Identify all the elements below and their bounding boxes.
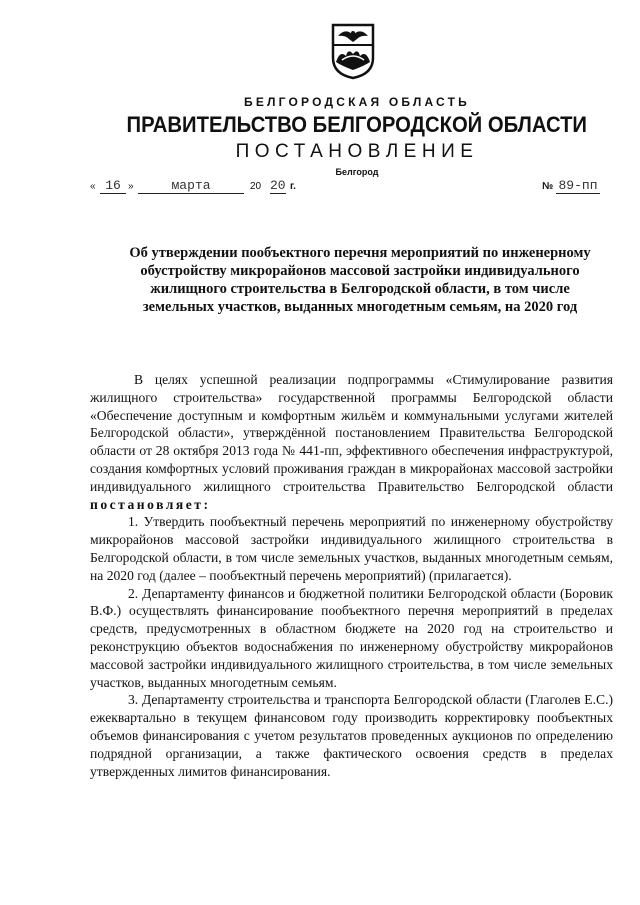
intro-paragraph [90, 371, 613, 513]
date-close-quote: » [128, 181, 134, 192]
intro-text: В целях успешной реализации подпрограммы «Стимулирование развития жилищного строительства» государственной программы Белгородской области «Обеспечение доступным и комфортным жильём и коммунальными услугами жителей Белгородской области», утверждённой постановлением Правительства Белгородской области от 28 октября 2013 года № 441-пп, эффективного обеспечения инфраструктурой, создания комфортных условий проживания граждан в микрорайонах массовой застройки индивидуального жилищного строительства Правительство Белгородской области [90, 372, 613, 494]
government-name: ПРАВИТЕЛЬСТВО БЕЛГОРОДСКОЙ ОБЛАСТИ [126, 112, 587, 137]
date-month: марта [138, 178, 244, 194]
date-year-unit: г. [290, 181, 296, 192]
title-line: обустройству микрорайонов массовой застройки индивидуального [140, 263, 580, 279]
document-type: ПОСТАНОВЛЕНИЕ [235, 141, 479, 162]
date-open-quote: « [90, 181, 96, 192]
date-year-prefix: 20 [250, 181, 262, 192]
document-body [90, 371, 613, 780]
title-line: земельных участков, выданных многодетным семьям, на 2020 год [142, 299, 578, 315]
document-number: 89-пп [556, 178, 600, 194]
document-title [100, 244, 620, 316]
city-name: Белгород [335, 167, 379, 177]
region-name: БЕЛГОРОДСКАЯ ОБЛАСТЬ [244, 95, 470, 109]
item-2-paragraph: 2. Департаменту финансов и бюджетной политики Белгородской области (Боровик В.Ф.) осуществлять финансирование пообъектного перечня мероприятий в пределах средств, предусмотренных в областном бюджете на 2020 год на строительство и реконструкцию объектов водоснабжения по инженерному обустройству микрорайонов массовой застройки индивидуального жилищного строительства, в том числе земельных участков, выданных многодетным семьям. [90, 585, 613, 690]
number-sign: № [542, 181, 554, 192]
item-1-paragraph: 1. Утвердить пообъектный перечень мероприятий по инженерному обустройству микрорайонов массовой застройки индивидуального жилищного строительства в Белгородской области, в том числе земельных участков, выданных многодетным семьям, на 2020 год (далее – пообъектный перечень мероприятий) (прилагается). [90, 514, 613, 583]
date-year-suffix: 20 [270, 178, 286, 193]
date-day: 16 [100, 178, 126, 194]
coat-of-arms-emblem [330, 22, 376, 80]
dateline [90, 178, 600, 198]
title-line: Об утверждении пообъектного перечня мероприятий по инженерному [129, 245, 591, 261]
title-line: жилищного строительства в Белгородской области, в том числе [150, 281, 570, 297]
item-3-paragraph: 3. Департаменту строительства и транспорта Белгородской области (Глаголев Е.С.) ежеквартально в текущем финансовом году производить корректировку пообъектных объемов финансирования с учетом результатов проведенных аукционов по определению подрядной организации, а также фактического освоения средств в пределах утвержденных лимитов финансирования. [90, 692, 613, 779]
decree-word: постановляет: [90, 496, 211, 512]
